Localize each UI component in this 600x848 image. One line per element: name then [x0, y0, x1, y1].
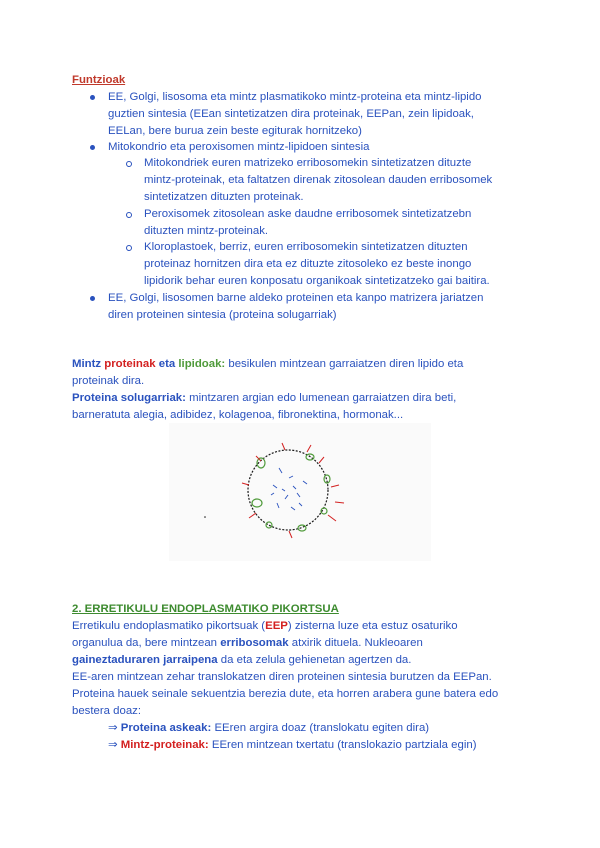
arrow-icon: ⇒ [108, 722, 118, 734]
arrow-item-proteina-askeak [108, 720, 429, 736]
sub-bullet-1-line-2: mintz-proteinak, eta faltatzen direnak zitosolean dauden erribosomek [144, 174, 493, 186]
bullet-dot [90, 145, 95, 150]
eep-abbreviation: EEP [265, 620, 288, 632]
sub-bullet-1-line-3: sintetizatzen dituzten proteinak. [144, 191, 304, 203]
eep-line-2-text-c: atxirik dituela. Nukleoaren [291, 637, 423, 649]
solugarriak-rest: mintzaren argian edo lumenean garraiatzen dira beti, [189, 392, 457, 404]
solugarriak-line-2: barneratuta alegia, adibidez, kolagenoa, fibronektina, hormonak... [72, 409, 404, 421]
eep-line-3 [72, 652, 411, 668]
bullet-dot [90, 95, 95, 100]
gainezta-phrase: gaineztaduraren jarraipena [72, 654, 218, 666]
bullet-dot [90, 296, 95, 301]
eep-line-1-text-c: ) zisterna luze eta estuz osaturiko [287, 620, 458, 632]
membrane-proteins [252, 454, 330, 531]
mintz-proteinak-text: EEren mintzean txertatu (translokazio partziala egin) [211, 739, 477, 751]
mintz-proteinak-label: Mintz-proteinak: [120, 739, 209, 751]
eep-line-1 [72, 618, 458, 634]
section-title-funtzioak: Funtzioak [72, 74, 126, 86]
bullet-1-line-3: EELan, bere burua zein beste egiturak hornitzeko) [108, 125, 362, 137]
eep-line-3-text-b: da eta zelula gehienetan agertzen da. [220, 654, 412, 666]
eep-line-5: Proteina hauek seinale sekuentzia berezia dute, eta horren arabera gune batera edo [72, 688, 499, 700]
mintz-paragraph-line-2: proteinak dira. [72, 375, 145, 387]
proteinak-word: proteinak [104, 358, 156, 370]
eta-word: eta [158, 358, 176, 370]
eep-line-2 [72, 635, 423, 651]
vesicle-sketch [169, 423, 431, 561]
proteina-askeak-text: EEren argira doaz (translokatu egiten dira) [214, 722, 430, 734]
mintz-paragraph-line-1 [72, 356, 463, 372]
lipidoak-word: lipidoak: [178, 358, 226, 370]
sub-bullet-circle [126, 245, 132, 251]
bullet-2-line-1: Mitokondrio eta peroxisomen mintz-lipidoen sintesia [108, 141, 370, 153]
proteina-askeak-label: Proteina askeak: [120, 722, 212, 734]
bullet-1-line-2: guztien sintesia (EEan sintetizatzen dira proteinak, EEPan, zein lipidoak, [108, 108, 474, 120]
sub-bullet-2-line-1: Peroxisomek zitosolean aske daudne erribosomek sintetizatzebn [144, 208, 472, 220]
red-markers [242, 443, 344, 538]
section-title-eep: 2. ERRETIKULU ENDOPLASMATIKO PIKORTSUA [72, 603, 339, 615]
arrow-icon: ⇒ [108, 739, 118, 751]
soluble-proteins [271, 468, 307, 510]
arrow-item-mintz-proteinak [108, 737, 477, 753]
vesicle-sketch-figure [169, 423, 431, 561]
bullet-3-line-1: EE, Golgi, lisosomen barne aldeko proteinen eta kanpo matrizera jariatzen [108, 292, 484, 304]
erribosomak-word: erribosomak [220, 637, 289, 649]
sub-bullet-2-line-2: dituzten mintz-proteinak. [144, 225, 269, 237]
mintz-paragraph-rest: besikulen mintzean garraiatzen diren lipido eta [228, 358, 464, 370]
sub-bullet-3-line-3: lipidorik behar euren konposatu organikoak sintetizatzeko gai baitira. [144, 275, 490, 287]
sub-bullet-circle [126, 161, 132, 167]
sub-bullet-1-line-1: Mitokondriek euren matrizeko erribosomekin sintetizatzen dituzte [144, 157, 472, 169]
eep-line-4: EE-aren mintzean zehar translokatzen diren proteinen sintesia burutzen da EEPan. [72, 671, 492, 683]
mintz-word: Mintz [72, 358, 102, 370]
solugarriak-label: Proteina solugarriak: [72, 392, 186, 404]
eep-line-6: bestera doaz: [72, 705, 142, 717]
sub-bullet-3-line-2: proteinaz hornitzen dira eta ez dituzte zitosoleko ez beste inongo [144, 258, 472, 270]
sub-bullet-3-line-1: Kloroplastoek, berriz, euren erribosomekin sintetizatzen dituzten [144, 241, 468, 253]
eep-line-2-text-a: organulua da, bere mintzean [72, 637, 218, 649]
bullet-3-line-2: diren proteinen sintesia (proteina solugarriak) [108, 309, 337, 321]
solugarriak-line [72, 390, 456, 406]
membrane-circle [248, 450, 328, 530]
bullet-1-line-1: EE, Golgi, lisosoma eta mintz plasmatikoko mintz-proteina eta mintz-lipido [108, 91, 482, 103]
eep-line-1-text-a: Erretikulu endoplasmatiko pikortsuak ( [72, 620, 266, 632]
sub-bullet-circle [126, 212, 132, 218]
